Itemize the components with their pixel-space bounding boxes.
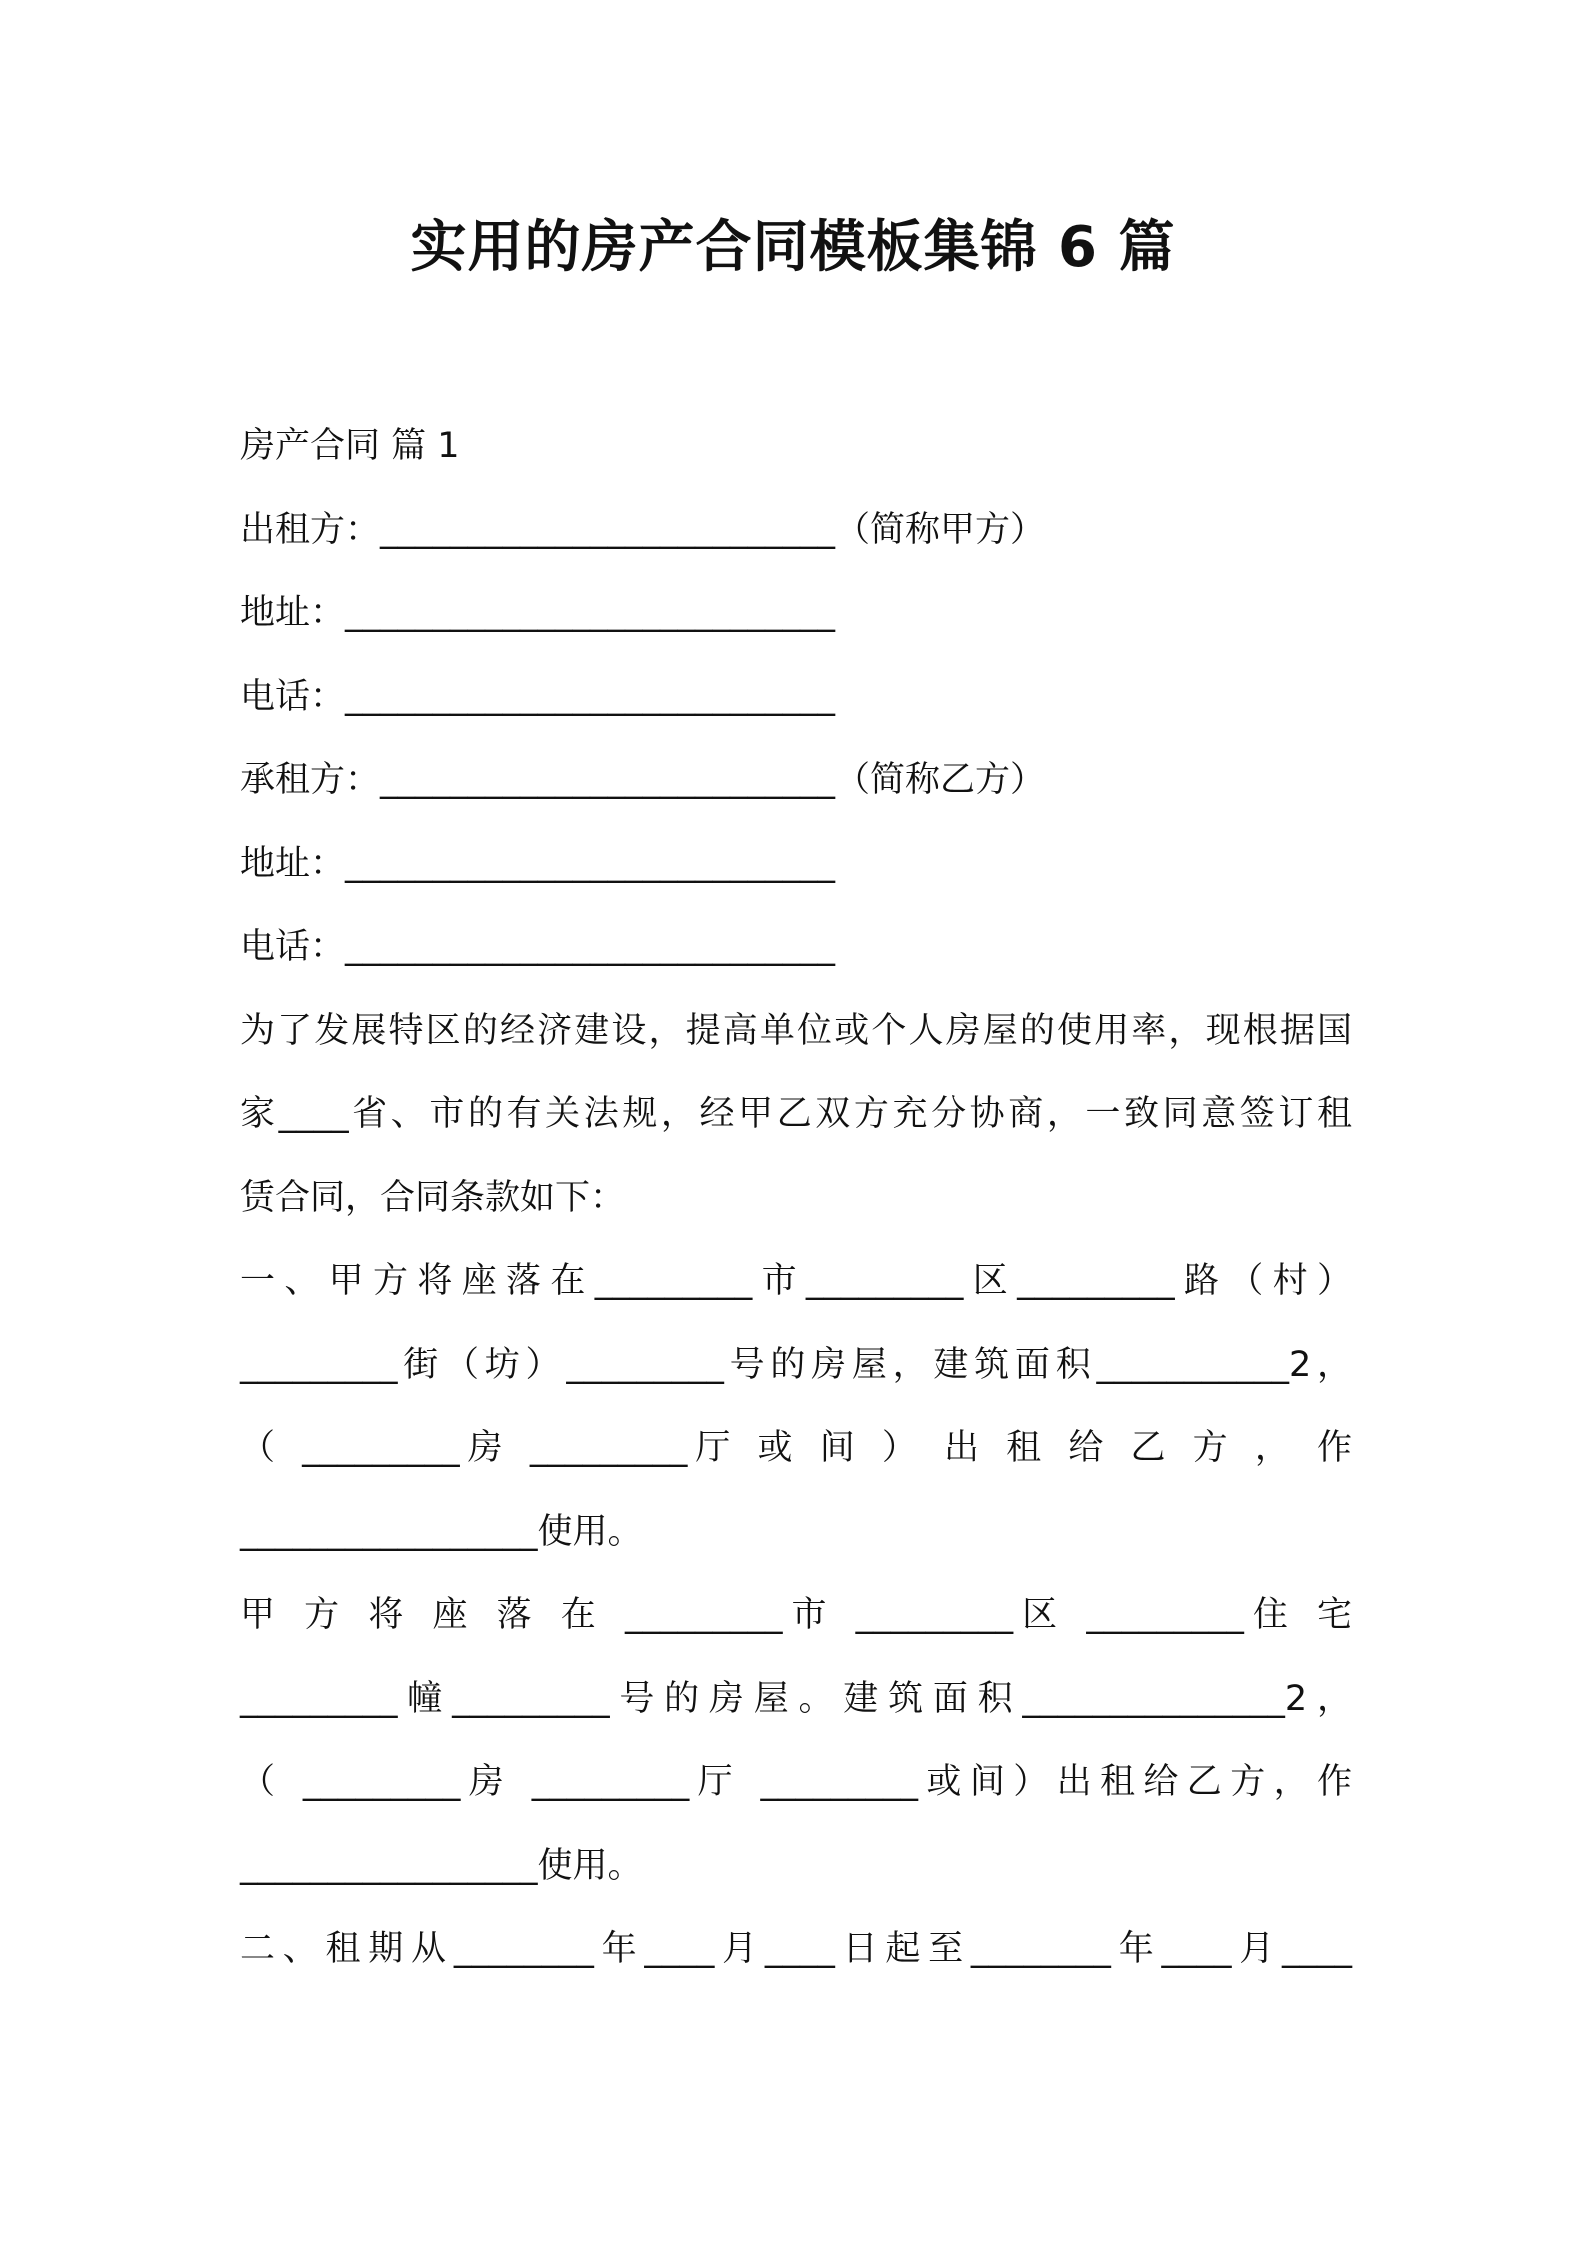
lessor-line: 出租方：__________________________（简称甲方） (240, 509, 1046, 550)
clause-line: _________幢_________号的房屋。建筑面积_______________2， (240, 1678, 1352, 1719)
paragraph-line: 家____省、市的有关法规，经甲乙双方充分协商，一致同意签订租 (240, 1094, 1352, 1134)
lessor-phone-line: 电话：____________________________ (240, 676, 836, 717)
clause-line: _________街（坊）_________号的房屋，建筑面积___________2， (240, 1344, 1352, 1385)
section-heading: 房产合同 篇 1 (240, 426, 460, 466)
clause-line: _________________使用。 (240, 1511, 643, 1552)
lessee-line: 承租方：__________________________（简称乙方） (240, 760, 1046, 800)
lessee-address-line: 地址：____________________________ (240, 843, 836, 884)
paragraph-line: 赁合同，合同条款如下： (240, 1177, 626, 1218)
clause-line: （ _________房 _________厅 或 间 ） 出 租 给 乙 方 ， 作 (240, 1428, 1352, 1468)
lessee-phone-line: 电话：____________________________ (240, 927, 836, 967)
document-body (240, 405, 1352, 1992)
paragraph-line: 为了发展特区的经济建设，提高单位或个人房屋的使用率，现根据国 (240, 1010, 1352, 1051)
clause-line: （ _________房 _________厅 _________或间）出租给乙方，作 (240, 1762, 1352, 1802)
clause-line: 甲 方 将 座 落 在 _________市 _________区 _________住 宅 (240, 1595, 1352, 1635)
lessor-address-line: 地址：____________________________ (240, 593, 836, 633)
clause-line: _________________使用。 (240, 1845, 643, 1886)
clause-line: 一、甲方将座落在_________市_________区_________路（村） (240, 1261, 1352, 1301)
clause-line: 二、租期从________年____月____日起至________年____月____ (240, 1929, 1352, 1969)
document-title: 实用的房产合同模板集锦 6 篇 (410, 215, 1176, 280)
